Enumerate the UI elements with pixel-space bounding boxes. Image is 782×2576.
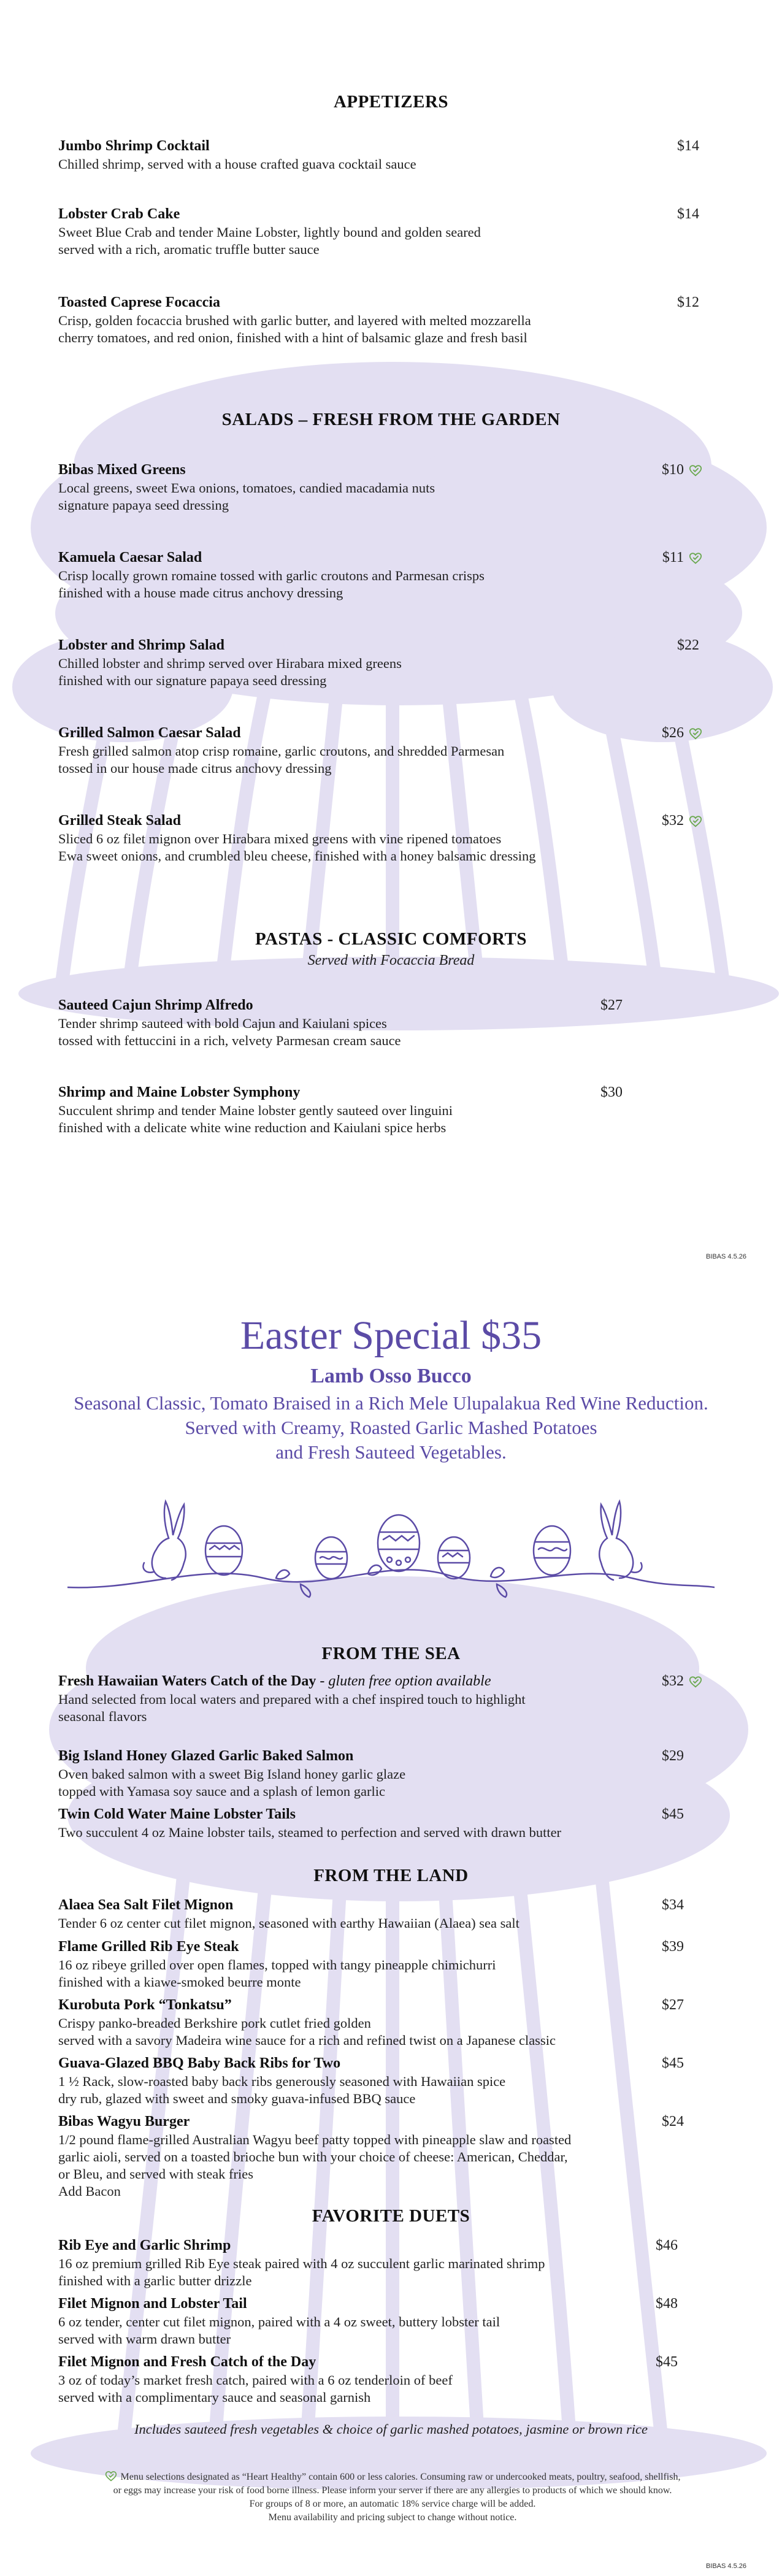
item-price: $45 — [662, 1806, 684, 1822]
menu-item — [58, 1804, 727, 1841]
item-price: $12 — [677, 294, 699, 310]
item-desc: 3 oz of today’s market fresh catch, paired with a 6 oz tenderloin of beef — [58, 2372, 453, 2388]
item-name: Guava-Glazed BBQ Baby Back Ribs for Two — [58, 2055, 341, 2071]
menu-item — [58, 136, 727, 173]
item-desc: cherry tomatoes, and red onion, finished with a hint of balsamic glaze and fresh basil — [58, 330, 527, 345]
item-name — [58, 1671, 727, 1691]
item-desc: Oven baked salmon with a sweet Big Island honey garlic glaze — [58, 1766, 406, 1782]
item-desc: Chilled shrimp, served with a house crafted guava cocktail sauce — [58, 156, 416, 172]
menu-item — [58, 1746, 727, 1800]
item-desc: Ewa sweet onions, and crumbled bleu cheese, finished with a honey balsamic dressing — [58, 848, 536, 864]
footer-line: For groups of 8 or more, an automatic 18% service charge will be added. — [249, 2499, 536, 2509]
item-desc: 1 ½ Rack, slow-roasted baby back ribs generously seasoned with Hawaiian spice — [58, 2074, 506, 2089]
item-desc: garlic aioli, served on a toasted brioche bun with your choice of cheese: American, Cheddar, — [58, 2149, 568, 2164]
menu-page-1 — [0, 0, 782, 1276]
menu-item — [58, 723, 727, 777]
item-desc: Sweet Blue Crab and tender Maine Lobster, lightly bound and golden seared — [58, 224, 481, 240]
heart-healthy-icon — [689, 1675, 702, 1689]
item-name: Alaea Sea Salt Filet Mignon — [58, 1897, 234, 1913]
item-desc: served with a complimentary sauce and seasonal garnish — [58, 2390, 371, 2405]
bunny-icon — [599, 1501, 642, 1580]
menu-item — [58, 2112, 727, 2200]
menu-item — [58, 2053, 727, 2107]
item-desc: 16 oz ribeye grilled over open flames, topped with tangy pineapple chimichurri — [58, 1957, 496, 1972]
item-desc: finished with a house made citrus anchovy dressing — [58, 585, 343, 600]
heart-healthy-icon — [689, 727, 702, 740]
item-price: $30 — [600, 1084, 623, 1100]
item-desc: tossed with fettuccini in a rich, velvety Parmesan cream sauce — [58, 1033, 401, 1048]
footer-line: or eggs may increase your risk of food borne illness. Please inform your server if there are any allergies to products of which we should know. — [113, 2485, 672, 2496]
item-addon: Add Bacon — [58, 2183, 121, 2199]
sides-note: Includes sauteed fresh vegetables & choice of garlic mashed potatoes, jasmine or brown rice — [134, 2421, 648, 2437]
heart-healthy-icon — [105, 2470, 117, 2482]
item-desc: tossed in our house made citrus anchovy dressing — [58, 761, 332, 776]
item-price: $34 — [662, 1897, 684, 1913]
page-code: BIBAS 4.5.26 — [705, 2563, 746, 2570]
menu-item — [58, 1083, 727, 1137]
item-desc: Crisp locally grown romaine tossed with garlic croutons and Parmesan crisps — [58, 568, 485, 583]
item-desc: seasonal flavors — [58, 1709, 147, 1724]
item-desc: Chilled lobster and shrimp served over Hirabara mixed greens — [58, 656, 402, 671]
section-subtitle: Served with Focaccia Bread — [307, 953, 475, 968]
item-desc: or Bleu, and served with steak fries — [58, 2166, 254, 2182]
menu-item — [58, 2352, 727, 2406]
item-desc: served with warm drawn butter — [58, 2331, 231, 2347]
item-desc: Sliced 6 oz filet mignon over Hirabara mixed greens with vine ripened tomatoes — [58, 831, 502, 846]
item-desc: Local greens, sweet Ewa onions, tomatoes, candied macadamia nuts — [58, 480, 435, 496]
item-price: $14 — [677, 138, 699, 154]
item-price: $27 — [600, 997, 623, 1013]
easter-dish-name: Lamb Osso Bucco — [310, 1365, 472, 1387]
item-desc: signature papaya seed dressing — [58, 497, 229, 513]
item-price: $32 — [662, 813, 684, 829]
item-desc: Crisp, golden focaccia brushed with garlic butter, and layered with melted mozzarella — [58, 313, 531, 328]
item-name: Toasted Caprese Focaccia — [58, 294, 220, 310]
item-desc: served with a savory Madeira wine sauce for a rich and refined twist on a Japanese classic — [58, 2033, 556, 2048]
menu-item — [58, 2236, 727, 2290]
menu-item — [58, 293, 727, 347]
easter-desc-line: and Fresh Sauteed Vegetables. — [275, 1441, 507, 1463]
item-price: $45 — [662, 2055, 684, 2071]
menu-item — [58, 1995, 727, 2049]
item-price: $29 — [662, 1748, 684, 1764]
footer-line: Menu selections designated as “Heart Healthy” contain 600 or less calories. Consuming raw or undercooked meats, poultry, seafood, shellfish, — [120, 2472, 681, 2482]
easter-special-title: Easter Special $35 — [240, 1313, 542, 1358]
bunny-icon — [143, 1501, 185, 1580]
item-name: Kamuela Caesar Salad — [58, 550, 202, 565]
menu-item — [58, 548, 727, 602]
item-desc: finished with a garlic butter drizzle — [58, 2273, 252, 2288]
easter-egg-icon — [315, 1537, 347, 1579]
item-desc: served with a rich, aromatic truffle butter sauce — [58, 242, 320, 257]
heart-healthy-icon — [689, 815, 702, 828]
item-price: $26 — [662, 725, 684, 741]
footer-line: Menu availability and pricing subject to change without notice. — [268, 2512, 517, 2523]
item-desc: Hand selected from local waters and prepared with a chef inspired touch to highlight — [58, 1692, 526, 1707]
item-desc: 1/2 pound flame-grilled Australian Wagyu beef patty topped with pineapple slaw and roasted — [58, 2132, 572, 2147]
item-name: Grilled Salmon Caesar Salad — [58, 725, 241, 741]
easter-egg-icon — [438, 1537, 470, 1579]
item-name: Bibas Mixed Greens — [58, 462, 186, 478]
page-code: BIBAS 4.5.26 — [705, 1253, 746, 1260]
menu-item — [58, 204, 727, 258]
section-title-salads: SALADS – FRESH FROM THE GARDEN — [221, 410, 561, 429]
item-desc: dry rub, glazed with sweet and smoky guava-infused BBQ sauce — [58, 2091, 416, 2106]
item-price: $48 — [656, 2296, 678, 2312]
item-price: $39 — [662, 1939, 684, 1955]
item-desc: Two succulent 4 oz Maine lobster tails, steamed to perfection and served with drawn butter — [58, 1825, 562, 1840]
easter-egg-icon — [205, 1526, 242, 1575]
item-desc: topped with Yamasa soy sauce and a splash of lemon garlic — [58, 1784, 386, 1799]
item-desc: finished with a delicate white wine reduction and Kaiulani spice herbs — [58, 1120, 447, 1135]
item-price: $10 — [662, 462, 684, 478]
item-name: Filet Mignon and Lobster Tail — [58, 2296, 247, 2312]
menu-item — [58, 1937, 727, 1991]
item-desc: 6 oz tender, center cut filet mignon, paired with a 4 oz sweet, buttery lobster tail — [58, 2314, 500, 2329]
menu-item — [58, 460, 727, 514]
item-desc: Succulent shrimp and tender Maine lobster gently sauteed over linguini — [58, 1103, 453, 1118]
item-name: Filet Mignon and Fresh Catch of the Day — [58, 2354, 316, 2370]
heart-healthy-icon — [689, 464, 702, 477]
item-desc: Crispy panko-breaded Berkshire pork cutlet fried golden — [58, 2015, 371, 2031]
item-name: Kurobuta Pork “Tonkatsu” — [58, 1997, 232, 2013]
item-price: $32 — [662, 1673, 684, 1689]
item-price: $27 — [662, 1997, 684, 2013]
section-title-pastas: PASTAS - CLASSIC COMFORTS — [255, 929, 527, 949]
footer-disclaimer — [67, 2470, 718, 2524]
item-note: - gluten free option available — [316, 1673, 491, 1689]
item-desc: finished with a kiawe-smoked beurre monte — [58, 1974, 301, 1990]
item-desc: finished with our signature papaya seed dressing — [58, 673, 327, 688]
menu-item — [58, 2294, 727, 2348]
item-name: Grilled Steak Salad — [58, 813, 182, 829]
item-name: Flame Grilled Rib Eye Steak — [58, 1939, 239, 1955]
item-name: Shrimp and Maine Lobster Symphony — [58, 1084, 301, 1100]
item-price: $11 — [662, 550, 684, 565]
item-name: Bibas Wagyu Burger — [58, 2114, 190, 2129]
menu-item — [58, 1671, 727, 1725]
easter-desc-line: Served with Creamy, Roasted Garlic Mashed Potatoes — [185, 1417, 597, 1438]
menu-item — [58, 811, 727, 865]
section-title-sea: FROM THE SEA — [321, 1644, 461, 1663]
menu-item — [58, 1895, 727, 1932]
heart-healthy-icon — [689, 551, 702, 565]
item-price: $22 — [677, 637, 699, 653]
menu-item — [58, 995, 727, 1049]
item-name: Rib Eye and Garlic Shrimp — [58, 2237, 231, 2253]
section-title-land: FROM THE LAND — [313, 1866, 469, 1885]
item-name: Lobster Crab Cake — [58, 206, 180, 222]
section-title-appetizers: APPETIZERS — [333, 92, 449, 112]
item-price: $14 — [677, 206, 699, 222]
easter-illustration — [67, 1471, 715, 1603]
item-price: $45 — [656, 2354, 678, 2370]
item-name: Twin Cold Water Maine Lobster Tails — [58, 1806, 296, 1822]
item-desc: Tender shrimp sauteed with bold Cajun and Kaiulani spices — [58, 1016, 387, 1031]
item-name: Sauteed Cajun Shrimp Alfredo — [58, 997, 253, 1013]
item-desc: 16 oz premium grilled Rib Eye steak paired with 4 oz succulent garlic marinated shrimp — [58, 2256, 545, 2271]
item-desc: Fresh grilled salmon atop crisp romaine, garlic croutons, and shredded Parmesan — [58, 743, 505, 759]
menu-item — [58, 635, 727, 689]
section-title-duets: FAVORITE DUETS — [312, 2206, 470, 2226]
item-desc: Tender 6 oz center cut filet mignon, seasoned with earthy Hawaiian (Alaea) sea salt — [58, 1915, 519, 1931]
item-price: $46 — [656, 2237, 678, 2253]
easter-egg-icon — [378, 1515, 420, 1571]
easter-egg-icon — [534, 1526, 570, 1575]
item-name: Lobster and Shrimp Salad — [58, 637, 224, 653]
item-name-text: Fresh Hawaiian Waters Catch of the Day — [58, 1673, 316, 1689]
item-price: $24 — [662, 2114, 684, 2129]
item-name: Big Island Honey Glazed Garlic Baked Salmon — [58, 1748, 354, 1764]
menu-page-2 — [0, 1276, 782, 2576]
easter-desc-line: Seasonal Classic, Tomato Braised in a Rich Mele Ulupalakua Red Wine Reduction. — [74, 1392, 708, 1414]
item-name: Jumbo Shrimp Cocktail — [58, 138, 210, 154]
